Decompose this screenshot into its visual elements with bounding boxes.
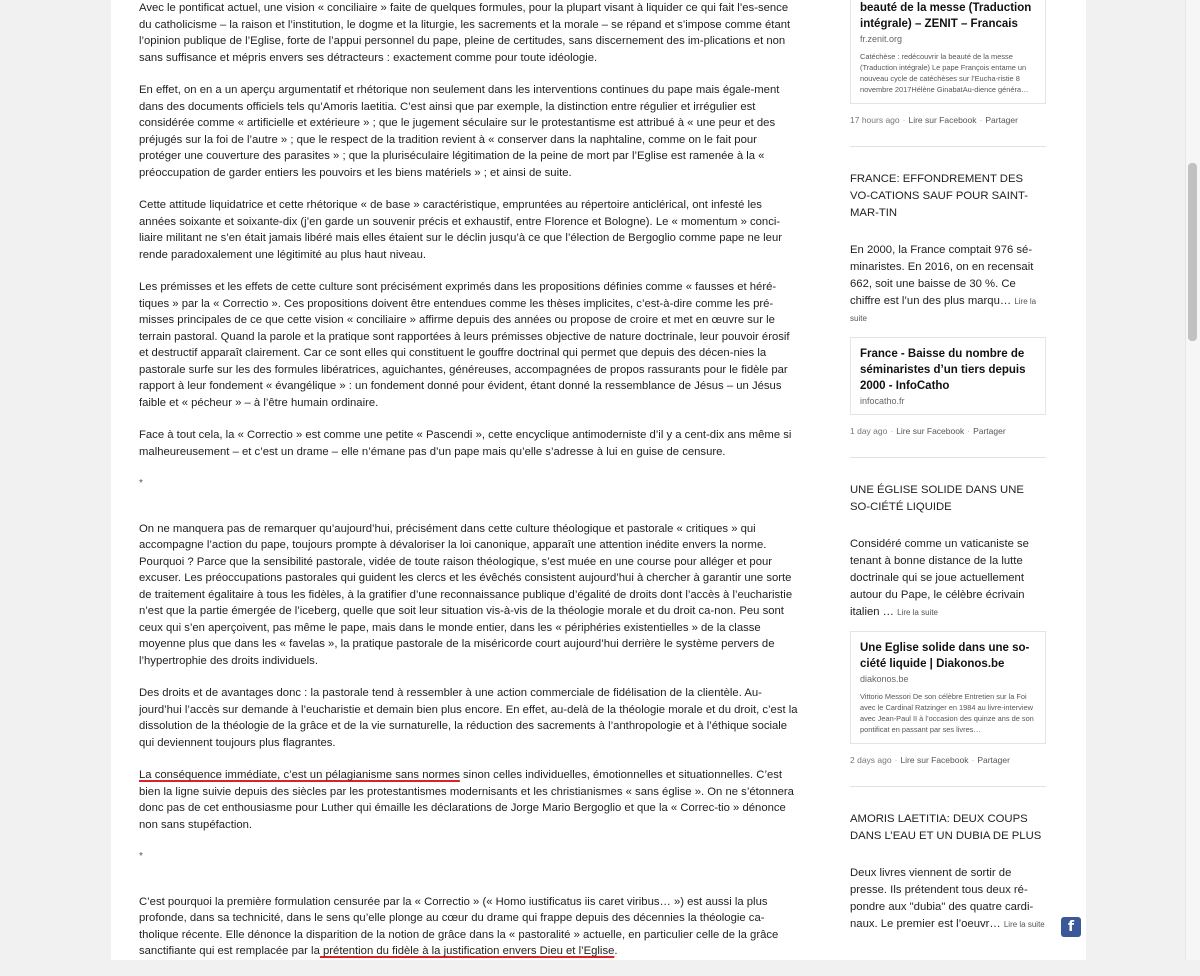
card-description: Catéchèse : redécouvrir la beauté de la messe (Traduction intégrale) Le pape François entame un nouveau cycle de catéchèses sur l’Eucha-ristie 8 novembre 2017Hélène GinabatAu-dience généra… xyxy=(860,52,1029,94)
paragraph-text: C’est pourquoi la première formulation censurée par la « Correctio » (« Homo iustificatus iis caret viribus… ») est aussi la plus profonde, dans sa technicité, dans le sens qu’elle plonge au cœur du drame qui frappe depuis des décennies la théologie ca-tholique récente. Elle dénonce la disparition de la notion de grâce dans la « pastoralité » actuelle, en particulier celle de la grâce sanctifiante qui est remplacée par la xyxy=(139,895,779,957)
divider xyxy=(850,146,1046,147)
card-title: France - Baisse du nombre de séminaristes d’un tiers depuis 2000 - InfoCatho xyxy=(860,348,1026,392)
post-time: 1 day ago xyxy=(850,426,888,436)
read-more-link[interactable]: Lire la suite xyxy=(850,297,1037,323)
link-preview-card[interactable] xyxy=(850,631,1046,744)
article-body xyxy=(139,0,801,976)
post-time: 2 days ago xyxy=(850,755,892,765)
article-paragraph xyxy=(139,767,801,833)
article-paragraph xyxy=(139,894,801,960)
paragraph-text: . xyxy=(614,945,618,957)
article-paragraph: Les prémisses et les effets de cette culture sont précisément exprimés dans les propositions définies comme « fausses et héré-tiques » par la « Correctio ». Ces propositions doivent être entendues comme les thèses implicites, c’est-à-dire comme les pré-misses principales de ce que cette vision « conciliaire » affirme depuis des années ou propose de croire et met en œuvre sur le terrain pastoral. Quand la parole et la pratique sont rapportées à leurs prémisses objective de nature doctrinale, leur pouvoir érosif et destructif apparaît clairement. Car ce sont elles qui constituent le gouffre doctrinal qui permet que depuis des décen-nies la pastorale surfe sur les des formules libératrices, aguichantes, généreuses, accompagnées de propos rassurants pour le fidèle par rapport à leur fondement « évangélique » : un fondement donné pour évident, étant donné la ressemblance de Jésus – un Jésus faible et « pécheur » – à l’être humain ordinaire. xyxy=(139,281,790,409)
post-meta: 2 days ago · Lire sur Facebook · Partager xyxy=(850,755,1010,765)
read-on-facebook-link[interactable]: Lire sur Facebook xyxy=(896,426,965,436)
facebook-share-icon[interactable]: f xyxy=(1061,917,1081,937)
page xyxy=(111,0,1086,960)
vertical-scrollbar[interactable] xyxy=(1185,0,1200,960)
post-heading: FRANCE: EFFONDREMENT DES VO-CATIONS SAUF POUR SAINT-MAR-TIN xyxy=(850,173,1029,219)
link-preview-card[interactable] xyxy=(850,0,1046,104)
article-paragraph: Face à tout cela, la « Correctio » est comme une petite « Pascendi », cette encyclique antimoderniste d’il y a cent-dix ans même si malheureusement – et c’est un drame – elle n’émane pas d’un pape mais qu’elle s’adresse à lui en guise de censure. xyxy=(139,429,792,458)
post-text: Deux livres viennent de sortir de presse. Ils prétendent tous deux ré-pondre aux "dubia" des quatre cardi-naux. Le premier est l’oeuvr… Lire la suite xyxy=(850,867,1045,930)
card-domain: diakonos.be xyxy=(860,674,909,684)
paragraph-text: sinon celles individuelles, émotionnelles et situationnelles. C’est bien la ligne suivie depuis des siècles par les protestantismes modernisants et les christianismes « sans église ». On ne s’étonnera donc pas de cet enthousiasme pour Luther qui émaille les déclarations de Jorge Mario Bergoglio et que la « Correc-tio » dénonce non sans stupéfaction. xyxy=(139,769,794,831)
underlined-phrase: prétention du fidèle à la justification envers Dieu et l’Eglise xyxy=(319,945,615,957)
post-meta: 1 day ago · Lire sur Facebook · Partager xyxy=(850,426,1006,436)
read-more-link[interactable]: Lire la suite xyxy=(897,608,939,617)
facebook-feed-sidebar xyxy=(850,0,1046,943)
article-paragraph: En effet, on en a un aperçu argumentatif et rhétorique non seulement dans les interventions continues du pape mais égale-ment dans des documents officiels tels qu’Amoris laetitia. C’est ainsi que par exemple, la distinction entre régulier et irrégulier est considérée comme « artificielle et extérieure » ; que le jugement séculaire sur le protestantisme est attribué à « une peur et des préjugés sur la foi de l’autre » ; que le respect de la tradition revient à « conserver dans la naphtaline, comme on le fait pour protéger une couverture des parasites » ; que la pluriséculaire légitimation de la peine de mort par l’Eglise est ramenée à la « préoccupation de garder entiers les pouvoirs et les biens matériels » ; et ainsi de suite. xyxy=(139,84,780,179)
share-link[interactable]: Partager xyxy=(973,426,1006,436)
link-preview-card[interactable] xyxy=(850,337,1046,415)
share-link[interactable]: Partager xyxy=(977,755,1010,765)
read-more-link[interactable]: Lire la suite xyxy=(1003,920,1045,929)
divider xyxy=(850,457,1046,458)
article-paragraph: Des droits et de avantages donc : la pastorale tend à ressembler à une action commerciale de fidélisation de la clientèle. Au-jourd’hui l’accès sur demande à l’eucharistie et demain bien plus encore. En effet, au-delà de la théologie morale et du droit, c’est la dissolution de la théologie de la grâce et de la vie surnaturelle, la réduction des sacrements à l’anthropologie et à l’éthique sociale qui deviennent toujours plus flagrantes. xyxy=(139,687,798,749)
post-time: 17 hours ago xyxy=(850,115,900,125)
post-text: Considéré comme un vaticaniste se tenant à bonne distance de la lutte doctrinale qui se joue actuellement autour du Pape, le célèbre écrivain italien … Lire la suite xyxy=(850,538,1029,618)
article-paragraph: Avec le pontificat actuel, une vision « conciliaire » faite de quelques formules, pour la plupart visant à liquider ce qui fait l’es-sence du catholicisme – la raison et l’institution, le dogme et la liturgie, les sacrements et la morale – se répand et s’impose comme étant l’opinion publique de l’Eglise, forte de l’appui personnel du pape, pleine de certitudes, sans discernement des im-plications et non sans suffisance et mépris envers ses détracteurs : exactement comme pour toute idéologie. xyxy=(139,2,791,64)
read-on-facebook-link[interactable]: Lire sur Facebook xyxy=(900,755,969,765)
card-domain: infocatho.fr xyxy=(860,396,905,406)
read-on-facebook-link[interactable]: Lire sur Facebook xyxy=(908,115,977,125)
card-description: Vittorio Messori De son célèbre Entretien sur la Foi avec le Cardinal Ratzinger en 1984 au livre-interview avec Jean-Paul II à l’occasion des quinze ans de son pontificat en passant par ses livres… xyxy=(860,692,1034,734)
post-meta: 17 hours ago · Lire sur Facebook · Partager xyxy=(850,115,1018,125)
card-domain: fr.zenit.org xyxy=(860,34,903,44)
section-separator: * xyxy=(139,851,143,862)
post-heading: UNE ÉGLISE SOLIDE DANS UNE SO-CIÉTÉ LIQUIDE xyxy=(850,484,1024,513)
card-title: Une Eglise solide dans une so-ciété liquide | Diakonos.be xyxy=(860,642,1030,670)
section-separator: * xyxy=(139,478,143,489)
article-paragraph: Cette attitude liquidatrice et cette rhétorique « de base » caractéristique, empruntées au répertoire anticlérical, ont infesté les années soixante et soixante-dix (j’en garde un souvenir précis et exhaustif, entre Florence et Bologne). Le « momentum » conci-liaire militant ne s’en était jamais libéré mais elles étaient sur le déclin jusqu’à ce que l’élection de Bergoglio comme pape ne leur rende paradoxalement une légitimité au plus haut niveau. xyxy=(139,199,783,261)
underlined-phrase: La conséquence immédiate, c’est un pélagianisme sans normes xyxy=(139,769,460,781)
post-text: En 2000, la France comptait 976 sé-minaristes. En 2016, on en recensait 662, soit une baisse de 30 %. Ce chiffre est l’un des plus marqu… Lire la suite xyxy=(850,244,1037,323)
article-paragraph: On ne manquera pas de remarquer qu’aujourd’hui, précisément dans cette culture théologique et pastorale « critiques » qui accompagne l’action du pape, toujours prompte à dévaloriser la loi canonique, apparaît une attention inédite envers la norme. Pourquoi ? Parce que la sensibilité pastorale, vidée de toute raison théologique, s’est muée en une course pour alléger et pour excuser. Les préoccupations pastorales qui guident les clercs et les évêchés consistent aujourd’hui à chercher à garantir une sorte de traitement égalitaire à tous les fidèles, à la gratifier d’une reconnaissance publique d’égalité de droits dont l’accès à l’eucharistie n’est que la partie émergée de l’iceberg, quelle que soit leur situation vis-à-vis de la théologie morale et du droit ca-non. Peu sont ceux qui s’en aperçoivent, pas même le pape, mais dans le monde entier, dans les « périphéries existentielles » de la classe moyenne plus que dans les « favelas », la pratique pastorale de la miséricorde court aujourd’hui derrière le système pervers de l’hypertrophie des droits individuels. xyxy=(139,522,793,667)
scrollbar-thumb[interactable] xyxy=(1188,163,1197,341)
share-link[interactable]: Partager xyxy=(985,115,1018,125)
divider xyxy=(850,786,1046,787)
card-title: beauté de la messe (Traduction intégrale) – ZENIT – Francais xyxy=(860,2,1032,30)
post-heading: AMORIS LAETITIA: DEUX COUPS DANS L’EAU ET UN DUBIA DE PLUS xyxy=(850,813,1042,842)
